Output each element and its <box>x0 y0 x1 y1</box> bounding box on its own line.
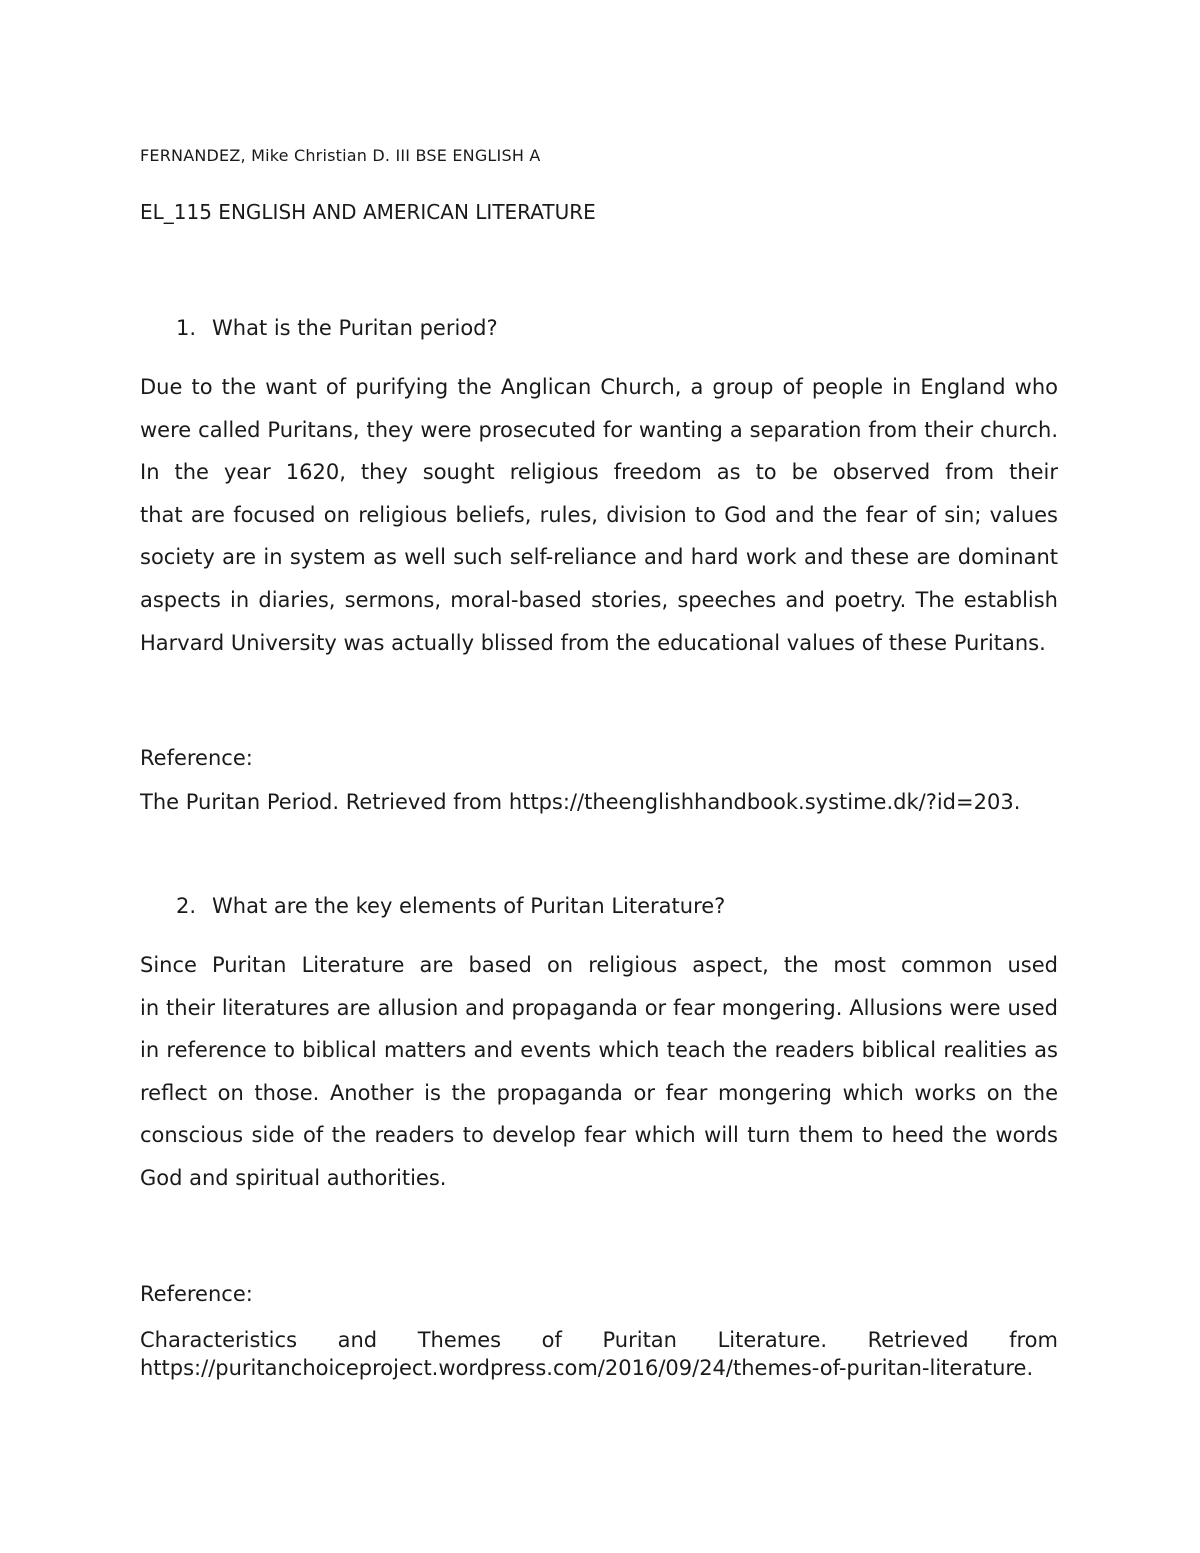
question-1-number: 1. <box>176 316 197 340</box>
answer-1-line: In the year 1620, they sought religious freedom as to be observed from their <box>140 460 1058 485</box>
answer-1-line: were called Puritans, they were prosecuted for wanting a separation from their church. <box>140 417 1058 442</box>
reference-1-label: Reference: <box>140 746 253 770</box>
answer-1-line: aspects in diaries, sermons, moral-based stories, speeches and poetry. The establish <box>140 587 1058 612</box>
answer-2-line: in their literatures are allusion and propaganda or fear mongering. Allusions were used <box>140 995 1058 1020</box>
question-2-number: 2. <box>176 894 197 918</box>
answer-2-line: reflect on those. Another is the propaganda or fear mongering which works on the <box>140 1080 1058 1105</box>
answer-1-line: Harvard University was actually blissed from the educational values of these Puritans. <box>140 630 1046 655</box>
answer-1-line: society are in system as well such self-reliance and hard work and these are dominant <box>140 545 1058 570</box>
question-2 <box>176 894 725 918</box>
answer-1 <box>140 366 1058 664</box>
student-name-line: FERNANDEZ, Mike Christian D. III BSE ENGLISH A <box>140 146 541 165</box>
answer-2-line: Since Puritan Literature are based on religious aspect, the most common used <box>140 953 1058 977</box>
question-2-text: What are the key elements of Puritan Literature? <box>212 894 726 918</box>
reference-2-line-1: Characteristics and Themes of Puritan Literature. Retrieved from <box>140 1328 1058 1352</box>
reference-1-text: The Puritan Period. Retrieved from https://theenglishhandbook.systime.dk/?id=203. <box>140 790 1021 814</box>
answer-2-line: God and spiritual authorities. <box>140 1165 447 1190</box>
question-1 <box>176 316 498 340</box>
answer-2-line: in reference to biblical matters and events which teach the readers biblical realities as <box>140 1038 1058 1063</box>
answer-1-line: Due to the want of purifying the Anglican Church, a group of people in England who <box>140 375 1058 399</box>
answer-1-line: that are focused on religious beliefs, rules, division to God and the fear of sin; values <box>140 502 1058 527</box>
course-title: EL_115 ENGLISH AND AMERICAN LITERATURE <box>140 200 596 224</box>
answer-2 <box>140 944 1058 1200</box>
reference-2-label: Reference: <box>140 1282 253 1306</box>
question-1-text: What is the Puritan period? <box>212 316 498 340</box>
answer-2-line: conscious side of the readers to develop fear which will turn them to heed the words <box>140 1123 1058 1148</box>
reference-2-line-2: https://puritanchoiceproject.wordpress.com/2016/09/24/themes-of-puritan-literature. <box>140 1356 1034 1380</box>
